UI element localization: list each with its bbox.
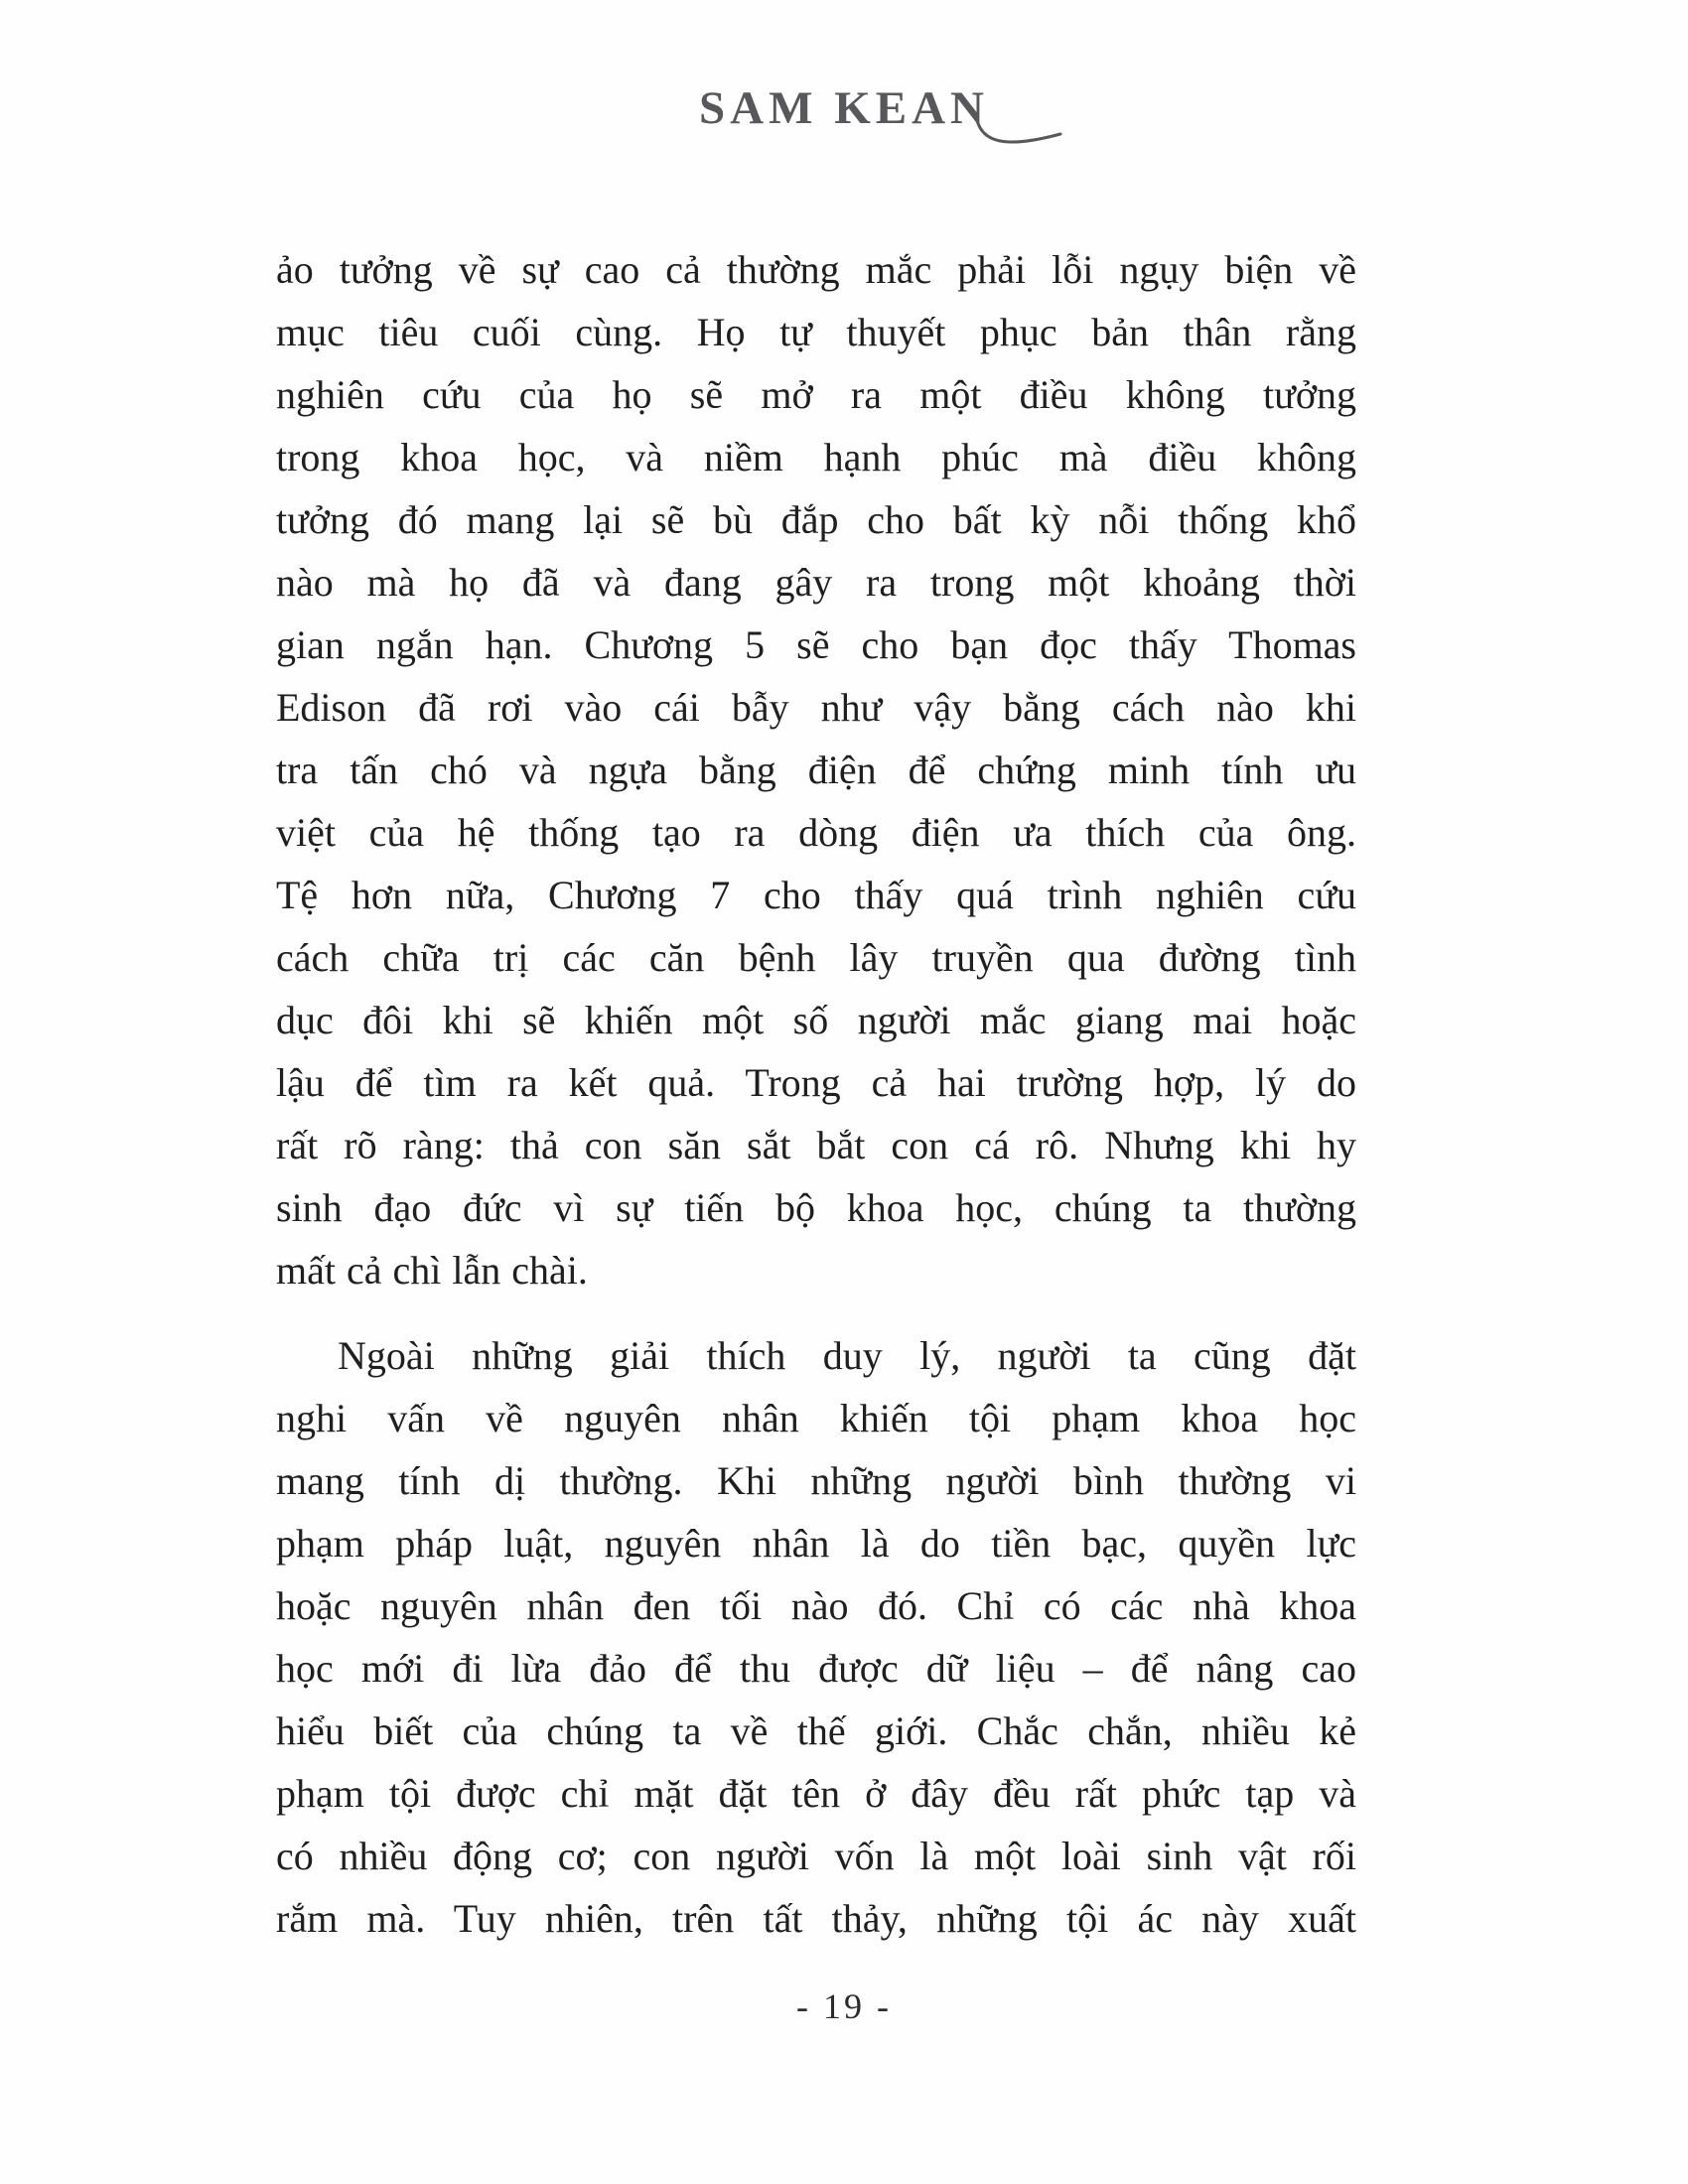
text-line: nghi vấn về nguyên nhân khiến tội phạm khoa học (276, 1396, 1356, 1440)
text-line: học mới đi lừa đảo để thu được dữ liệu – để nâng cao (276, 1646, 1356, 1691)
text-line: hoặc nguyên nhân đen tối nào đó. Chỉ có các nhà khoa (276, 1583, 1356, 1628)
text-line: cách chữa trị các căn bệnh lây truyền qua đường tình (276, 935, 1356, 980)
text-line: Tệ hơn nữa, Chương 7 cho thấy quá trình nghiên cứu (276, 873, 1356, 917)
running-head-title: SAM KEAN (699, 82, 989, 134)
text-line: mục tiêu cuối cùng. Họ tự thuyết phục bản thân rằng (276, 310, 1356, 354)
text-line: hiểu biết của chúng ta về thế giới. Chắc chắn, nhiều kẻ (276, 1708, 1356, 1753)
paragraph (276, 238, 1356, 1301)
text-line: nào mà họ đã và đang gây ra trong một khoảng thời (276, 560, 1356, 605)
text-line: mất cả chì lẫn chài. (276, 1248, 588, 1293)
text-line: có nhiều động cơ; con người vốn là một loài sinh vật rối (276, 1834, 1356, 1878)
paragraph (276, 1324, 1356, 1950)
swash-flourish-icon (975, 118, 1064, 152)
text-line: dục đôi khi sẽ khiến một số người mắc giang mai hoặc (276, 998, 1356, 1042)
text-line: mang tính dị thường. Khi những người bình thường vi (276, 1458, 1356, 1503)
text-line: phạm tội được chỉ mặt đặt tên ở đây đều rất phức tạp và (276, 1771, 1356, 1816)
text-line: rất rõ ràng: thả con săn sắt bắt con cá rô. Nhưng khi hy (276, 1123, 1356, 1167)
text-line: trong khoa học, và niềm hạnh phúc mà điều không (276, 435, 1356, 479)
text-line: ảo tưởng về sự cao cả thường mắc phải lỗi ngụy biện về (276, 247, 1356, 292)
text-line: gian ngắn hạn. Chương 5 sẽ cho bạn đọc thấy Thomas (276, 622, 1356, 667)
text-line: phạm pháp luật, nguyên nhân là do tiền bạc, quyền lực (276, 1521, 1356, 1566)
page-number: - 19 - (796, 1986, 892, 2026)
text-line: sinh đạo đức vì sự tiến bộ khoa học, chúng ta thường (276, 1185, 1356, 1230)
text-line: nghiên cứu của họ sẽ mở ra một điều không tưởng (276, 372, 1356, 417)
text-line: tra tấn chó và ngựa bằng điện để chứng minh tính ưu (276, 748, 1356, 792)
text-line: rắm mà. Tuy nhiên, trên tất thảy, những tội ác này xuất (276, 1896, 1356, 1941)
running-head (0, 82, 1688, 134)
running-head-inner (699, 82, 989, 134)
text-line: Edison đã rơi vào cái bẫy như vậy bằng cách nào khi (276, 685, 1356, 730)
text-body (276, 238, 1356, 1950)
text-line: Ngoài những giải thích duy lý, người ta cũng đặt (338, 1333, 1356, 1378)
text-line: việt của hệ thống tạo ra dòng điện ưa thích của ông. (276, 810, 1356, 855)
text-line: tưởng đó mang lại sẽ bù đắp cho bất kỳ nỗi thống khổ (276, 497, 1356, 542)
text-line: lậu để tìm ra kết quả. Trong cả hai trường hợp, lý do (276, 1060, 1356, 1105)
